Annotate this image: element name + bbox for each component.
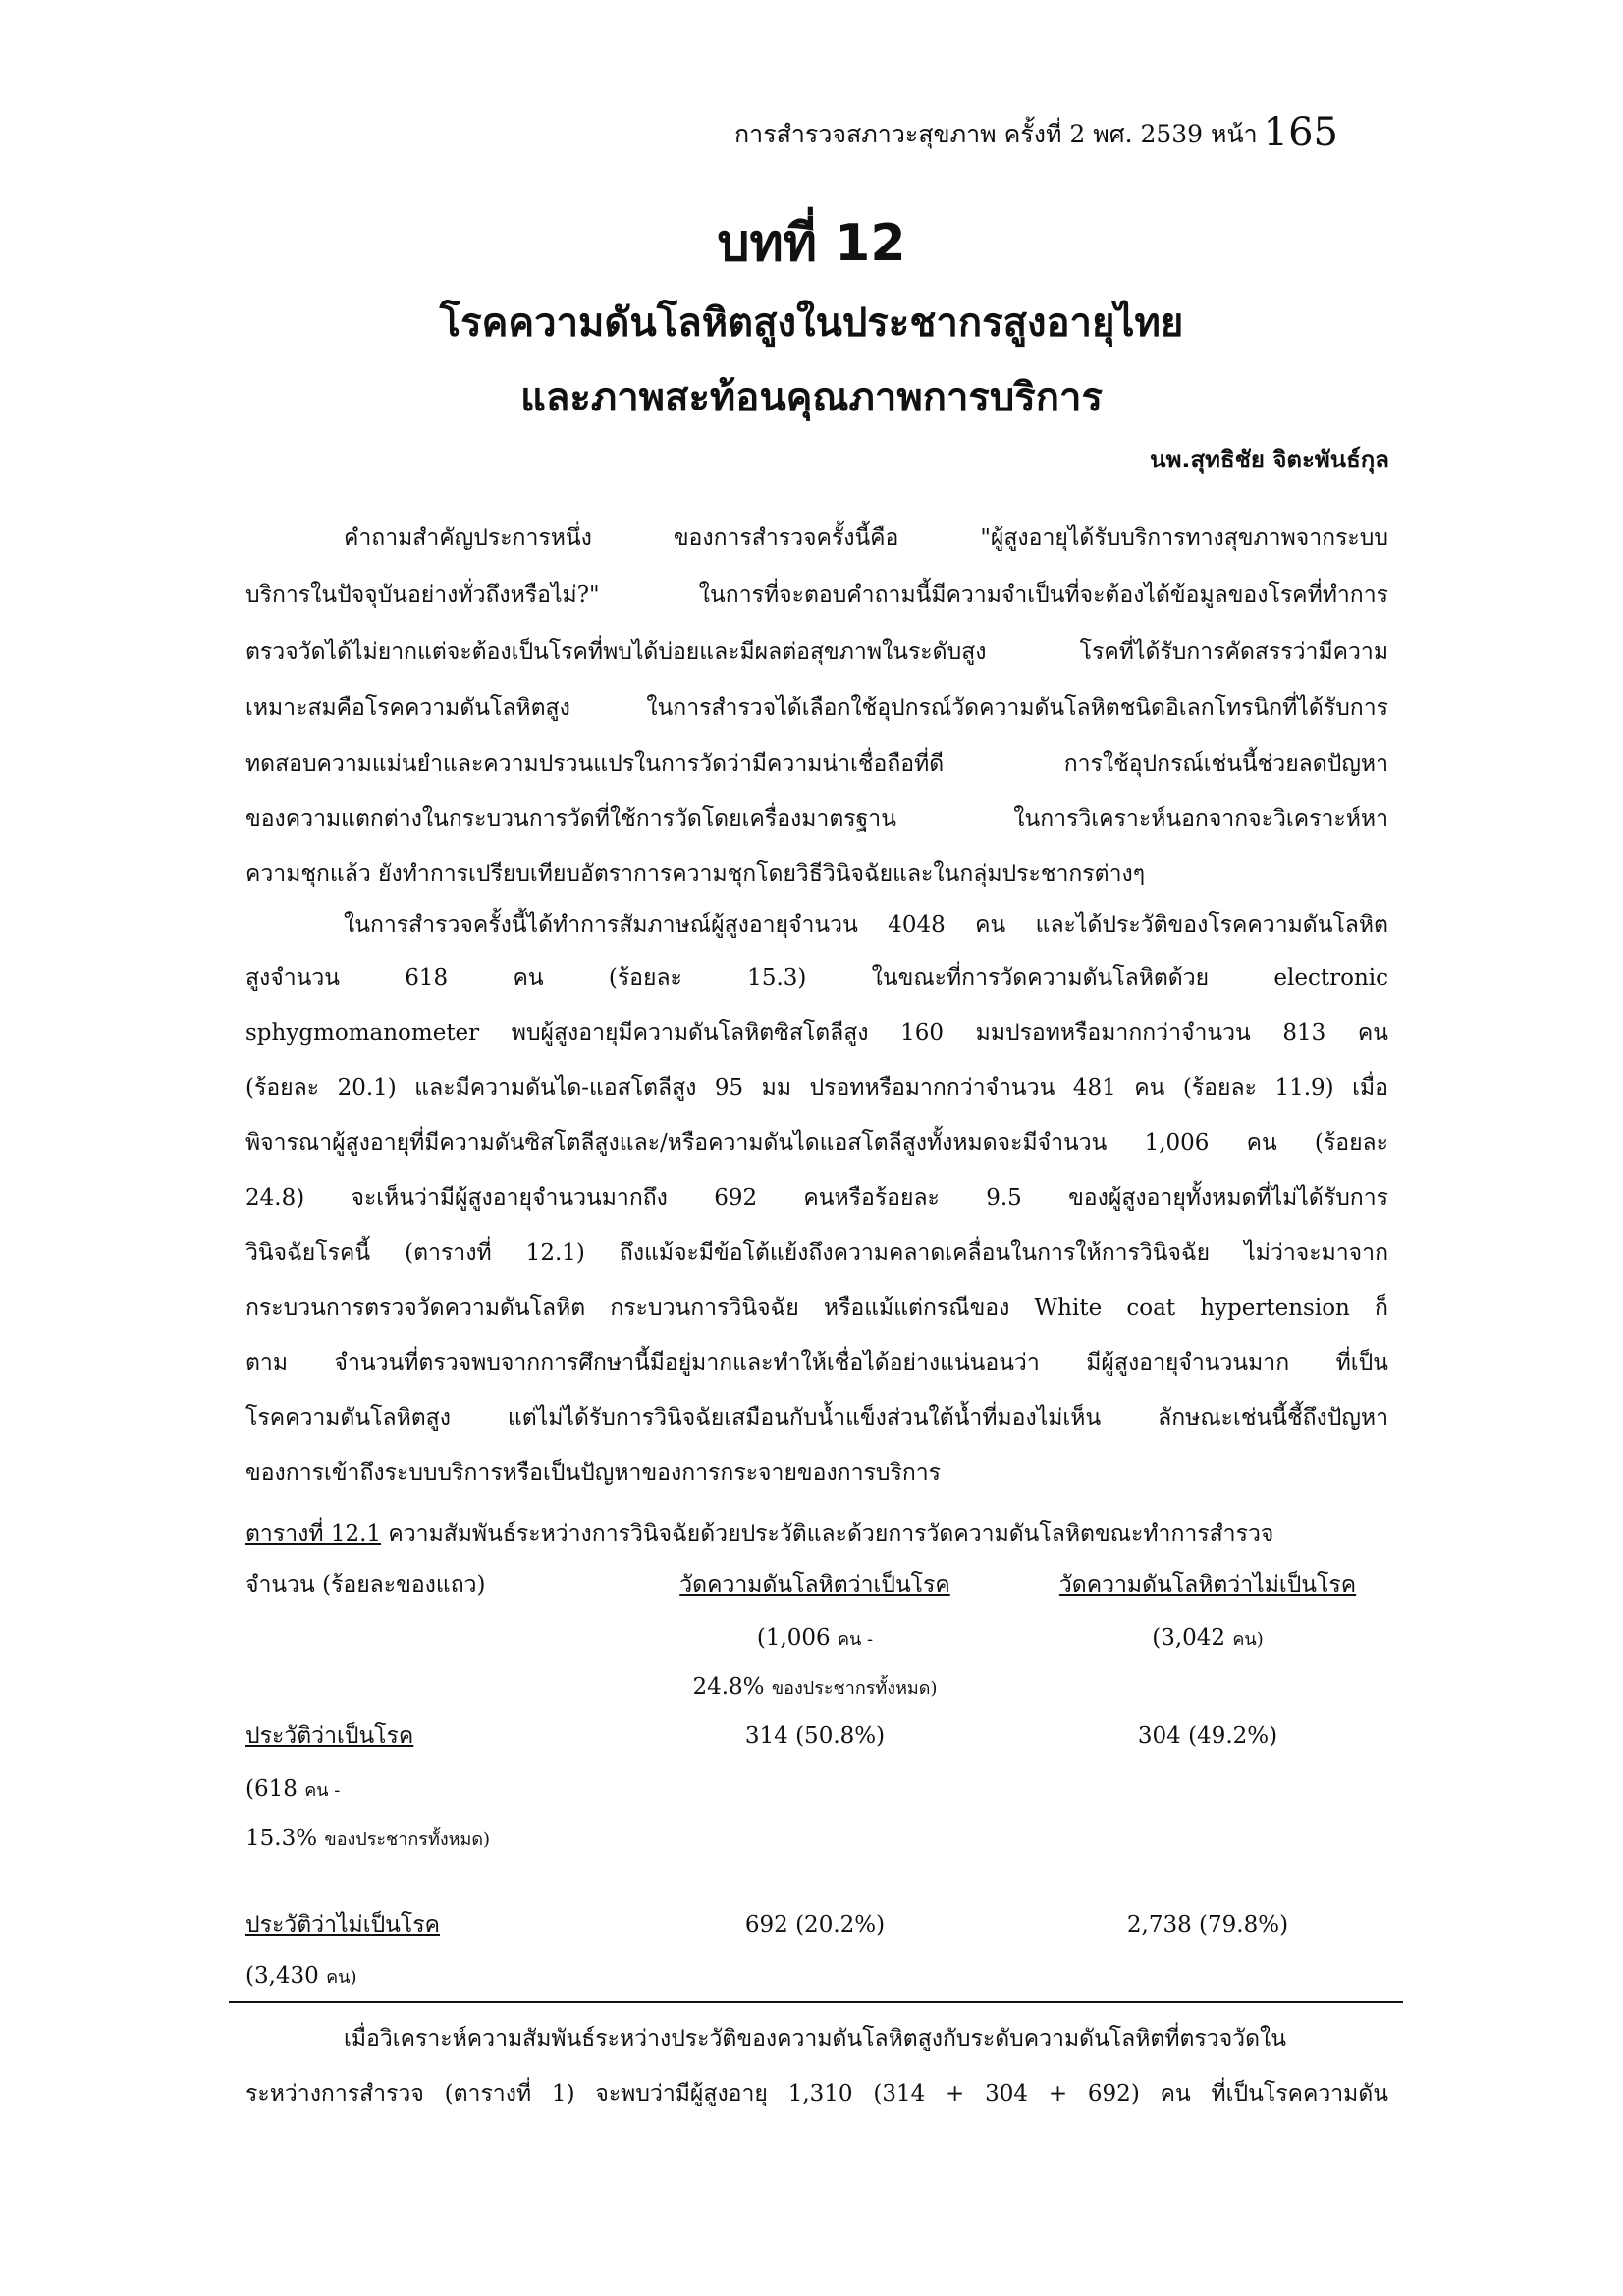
- table-caption-label: ตารางที่ 12.1: [245, 1521, 382, 1547]
- paragraph-1-line: ของความแตกต่างในกระบวนการวัดที่ใช้การวัดโดยเครื่องมาตรฐาน ในการวิเคราะห์นอกจากจะวิเคราะห์หา: [245, 806, 1388, 832]
- table-caption-text: ความสัมพันธ์ระหว่างการวินิจฉัยด้วยประวัติและด้วยการวัดความดันโลหิตขณะทำการสำรวจ: [388, 1521, 1274, 1547]
- table-row1-unit: คน -: [304, 1780, 341, 1801]
- paragraph-2-line: กระบวนการตรวจวัดความดันโลหิต กระบวนการวินิจฉัย หรือแม้แต่กรณีของ White coat hypertension ก็: [245, 1295, 1388, 1321]
- table-col2-count: (3,042: [1152, 1625, 1226, 1651]
- table-row1-percent-note: ของประชากรทั้งหมด): [324, 1830, 491, 1850]
- table-col1-count: (1,006: [756, 1625, 831, 1651]
- running-header-text: การสำรวจสภาวะสุขภาพ ครั้งที่ 2 พศ. 2539 หน้า: [734, 120, 1258, 148]
- table-row1-percent: 15.3%: [245, 1826, 318, 1851]
- paragraph-1-line: ความชุกแล้ว ยังทำการเปรียบเทียบอัตราการความชุกโดยวิธีวินิจฉัยและในกลุ่มประชากรต่างๆ: [245, 861, 1146, 887]
- table-row2-unit: คน): [326, 1967, 357, 1988]
- chapter-heading: บทที่ 12: [717, 214, 906, 273]
- paragraph-2-line: โรคความดันโลหิตสูง แต่ไม่ได้รับการวินิจฉัยเสมือนกับน้ำแข็งส่วนใต้น้ำที่มองไม่เห็น ลักษณะเช่นนี้ชี้ถึงปัญหา: [245, 1405, 1388, 1431]
- paragraph-2-line: ของการเข้าถึงระบบบริการหรือเป็นปัญหาของการกระจายของการบริการ: [245, 1460, 942, 1486]
- table-col2-sub1: [1051, 1622, 1365, 1656]
- table-col1-percent: 24.8%: [692, 1674, 765, 1700]
- paragraph-2-line: พิจารณาผู้สูงอายุที่มีความดันซิสโตลีสูงและ/หรือความดันไดแอสโตลีสูงทั้งหมดจะมีจำนวน 1,006 คน (ร้อยละ: [245, 1130, 1388, 1156]
- table-caption: [245, 1516, 1273, 1552]
- table-col1-sub1: [668, 1622, 962, 1656]
- page-number: 165: [1263, 110, 1338, 155]
- paragraph-2-line: ในการสำรวจครั้งนี้ได้ทำการสัมภาษณ์ผู้สูงอายุจำนวน 4048 คน และได้ประวัติของโรคความดันโลหิต: [344, 912, 1388, 938]
- paragraph-2-line: ตาม จำนวนที่ตรวจพบจากการศึกษานี้มีอยู่มากและทำให้เชื่อได้อย่างแน่นอนว่า มีผู้สูงอายุจำนวนมาก ที่เป็น: [245, 1350, 1388, 1376]
- paragraph-2-line: 24.8) จะเห็นว่ามีผู้สูงอายุจำนวนมากถึง 692 คนหรือร้อยละ 9.5 ของผู้สูงอายุทั้งหมดที่ไม่ได้รับการ: [245, 1185, 1388, 1211]
- table-row-header: จำนวน (ร้อยละของแถว): [245, 1572, 486, 1598]
- title-line-2: และภาพสะท้อนคุณภาพการบริการ: [520, 375, 1103, 420]
- table-row2-sub1: [245, 1960, 357, 1994]
- table-col2-unit: คน): [1232, 1629, 1264, 1650]
- table-col1-unit: คน -: [837, 1629, 874, 1650]
- table-col1-sub2: [668, 1671, 962, 1705]
- table-col1-percent-note: ของประชากรทั้งหมด): [771, 1678, 938, 1699]
- table-row2-value2: 2,738 (79.8%): [1126, 1912, 1289, 1938]
- paragraph-1-line: เหมาะสมคือโรคความดันโลหิตสูง ในการสำรวจได้เลือกใช้อุปกรณ์วัดความดันโลหิตชนิดอิเลกโทรนิกที่ได้รับการ: [245, 695, 1388, 721]
- paragraph-1-line: ตรวจวัดได้ไม่ยากแต่จะต้องเป็นโรคที่พบได้บ่อยและมีผลต่อสุขภาพในระดับสูง โรคที่ได้รับการคัดสรรว่ามีความ: [245, 639, 1388, 665]
- table-row2-label: ประวัติว่าไม่เป็นโรค: [245, 1912, 440, 1938]
- table-row1-sub2: [245, 1823, 490, 1856]
- paragraph-3-line: ระหว่างการสำรวจ (ตารางที่ 1) จะพบว่ามีผู้สูงอายุ 1,310 (314 + 304 + 692) คน ที่เป็นโรคความดัน: [245, 2081, 1388, 2106]
- table-row1-count: (618: [245, 1777, 298, 1802]
- table-col2-title: วัดความดันโลหิตว่าไม่เป็นโรค: [1058, 1572, 1357, 1598]
- paragraph-2-line: (ร้อยละ 20.1) และมีความดันได-แอสโตลีสูง 95 มม ปรอทหรือมากกว่าจำนวน 481 คน (ร้อยละ 11.9) เมื่อ: [245, 1075, 1388, 1101]
- paragraph-2-line: วินิจฉัยโรคนี้ (ตารางที่ 12.1) ถึงแม้จะมีข้อโต้แย้งถึงความคลาดเคลื่อนในการให้การวินิจฉัย ไม่ว่าจะมาจาก: [245, 1240, 1388, 1266]
- table-row2-count: (3,430: [245, 1963, 319, 1989]
- table-row1-value1: 314 (50.8%): [744, 1723, 886, 1749]
- table-row2-value1: 692 (20.2%): [744, 1912, 886, 1938]
- paragraph-3-line: เมื่อวิเคราะห์ความสัมพันธ์ระหว่างประวัติของความดันโลหิตสูงกับระดับความดันโลหิตที่ตรวจวัดใน: [344, 2026, 1286, 2051]
- paragraph-2-line: สูงจำนวน 618 คน (ร้อยละ 15.3) ในขณะที่การวัดความดันโลหิตด้วย electronic: [245, 965, 1388, 991]
- paragraph-1-line: ทดสอบความแม่นยำและความปรวนแปรในการวัดว่ามีความน่าเชื่อถือที่ดี การใช้อุปกรณ์เช่นนี้ช่วยลดปัญหา: [245, 751, 1388, 777]
- paragraph-1-line: คำถามสำคัญประการหนึ่ง ของการสำรวจครั้งนี้คือ "ผู้สูงอายุได้รับบริการทางสุขภาพจากระบบ: [344, 525, 1388, 551]
- running-header: [734, 110, 1338, 155]
- author-name: นพ.สุทธิชัย จิตะพันธ์กุล: [1150, 446, 1389, 473]
- table-bottom-rule: [229, 2001, 1403, 2003]
- table-row1-sub1: [245, 1774, 340, 1807]
- paragraph-1-line: บริการในปัจจุบันอย่างทั่วถึงหรือไม่?" ในการที่จะตอบคำถามนี้มีความจำเป็นที่จะต้องได้ข้อมูลของโรคที่ทำการ: [245, 582, 1388, 608]
- table-row1-label: ประวัติว่าเป็นโรค: [245, 1723, 414, 1749]
- table-col1-title: วัดความดันโลหิตว่าเป็นโรค: [679, 1572, 950, 1598]
- table-row1-value2: 304 (49.2%): [1137, 1723, 1278, 1749]
- paragraph-2-line: sphygmomanometer พบผู้สูงอายุมีความดันโลหิตซิสโตลีสูง 160 มมปรอทหรือมากกว่าจำนวน 813 คน: [245, 1020, 1388, 1046]
- title-line-1: โรคความดันโลหิตสูงในประชากรสูงอายุไทย: [439, 301, 1184, 346]
